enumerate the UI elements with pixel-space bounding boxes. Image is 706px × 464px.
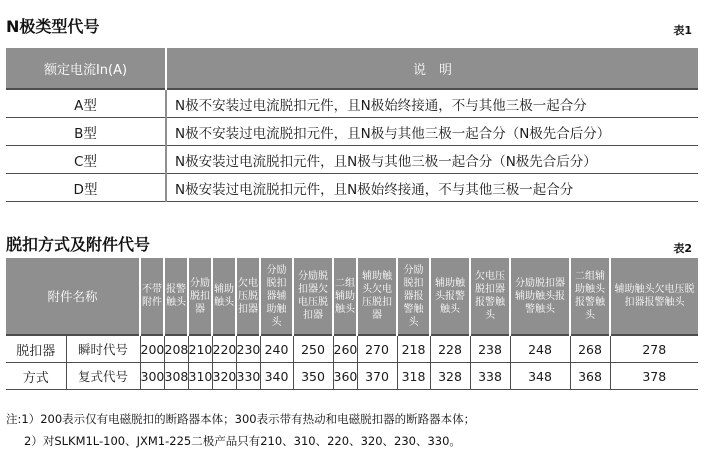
description-cell: N极不安装过电流脱扣元件，且N极与其他三极一起合分（N极先合后分） [166, 118, 698, 146]
table2-label: 表2 [673, 242, 692, 255]
header-accessory: 欠电压脱扣器报警触头 [470, 258, 510, 335]
code-cell: 328 [430, 363, 470, 390]
code-cell: 370 [357, 363, 397, 390]
code-cell: 240 [260, 335, 293, 363]
table-row [6, 174, 698, 202]
type-cell: D型 [6, 174, 166, 202]
code-cell: 360 [333, 363, 357, 390]
code-cell: 368 [570, 363, 610, 390]
code-cell: 250 [293, 335, 333, 363]
code-cell: 248 [510, 335, 570, 363]
table-row [6, 146, 698, 174]
header-accessory: 辅助触头欠电压脱扣器 [357, 258, 397, 335]
code-cell: 350 [293, 363, 333, 390]
code-cell: 278 [610, 335, 698, 363]
code-cell: 300 [140, 363, 164, 390]
header-accessory: 分励脱扣器辅助触头报警触头 [510, 258, 570, 335]
code-cell: 268 [570, 335, 610, 363]
table1-header-row [6, 48, 698, 89]
code-cell: 310 [188, 363, 212, 390]
group-label: 方式 [6, 363, 66, 390]
header-rated-current: 额定电流In(A) [6, 48, 166, 89]
note-1: 注:1）200表示仅有电磁脱扣的断路器本体；300表示带有热动和电磁脱扣器的断路器本体； [6, 412, 476, 426]
code-cell: 210 [188, 335, 212, 363]
code-cell: 270 [357, 335, 397, 363]
section1-title: N极类型代号 [6, 17, 100, 36]
code-cell: 348 [510, 363, 570, 390]
header-description: 说 明 [166, 48, 698, 89]
code-cell: 200 [140, 335, 164, 363]
section2-title: 脱扣方式及附件代号 [6, 235, 151, 254]
header-accessory: 欠电压脱扣器 [236, 258, 260, 335]
code-cell: 340 [260, 363, 293, 390]
header-accessory: 辅助触头报警触头 [430, 258, 470, 335]
header-accessory: 分励脱扣器欠电压脱扣器 [293, 258, 333, 335]
header-accessory-name: 附件名称 [6, 258, 140, 335]
type-cell: B型 [6, 118, 166, 146]
n-pole-type-table [6, 48, 698, 202]
group-label: 脱扣器 [6, 335, 66, 363]
header-accessory: 分励脱扣器辅助触头 [260, 258, 293, 335]
code-cell: 220 [212, 335, 236, 363]
code-cell: 230 [236, 335, 260, 363]
header-accessory: 辅助触头欠电压脱扣器报警触头 [610, 258, 698, 335]
table1-label: 表1 [673, 24, 692, 37]
table-row [6, 118, 698, 146]
header-accessory: 辅助触头 [212, 258, 236, 335]
type-cell: C型 [6, 146, 166, 174]
table-row [6, 335, 698, 363]
row-label: 瞬时代号 [66, 335, 140, 363]
header-accessory: 报警触头 [164, 258, 188, 335]
code-cell: 320 [212, 363, 236, 390]
code-cell: 208 [164, 335, 188, 363]
code-cell: 338 [470, 363, 510, 390]
description-cell: N极安装过电流脱扣元件，且N极始终接通，不与其他三极一起合分 [166, 174, 698, 202]
note-2: 2）对SLKM1L-100、JXM1-225二极产品只有210、310、220、320、230、330。 [24, 434, 461, 448]
header-accessory: 二组辅助触头报警触头 [570, 258, 610, 335]
code-cell: 318 [397, 363, 430, 390]
footnotes [6, 408, 475, 452]
table-row [6, 89, 698, 118]
code-cell: 330 [236, 363, 260, 390]
table2-header-row [6, 258, 698, 335]
accessory-code-table [6, 258, 698, 390]
header-accessory: 分励脱扣器报警触头 [397, 258, 430, 335]
code-cell: 238 [470, 335, 510, 363]
description-cell: N极不安装过电流脱扣元件，且N极始终接通，不与其他三极一起合分 [166, 89, 698, 118]
row-label: 复式代号 [66, 363, 140, 390]
code-cell: 218 [397, 335, 430, 363]
header-accessory: 不带附件 [140, 258, 164, 335]
code-cell: 228 [430, 335, 470, 363]
header-accessory: 分励脱扣器 [188, 258, 212, 335]
code-cell: 260 [333, 335, 357, 363]
table-row [6, 363, 698, 390]
type-cell: A型 [6, 89, 166, 118]
header-accessory: 二组辅助触头 [333, 258, 357, 335]
description-cell: N极安装过电流脱扣元件，且N极与其他三极一起合分（N极先合后分） [166, 146, 698, 174]
code-cell: 308 [164, 363, 188, 390]
code-cell: 378 [610, 363, 698, 390]
